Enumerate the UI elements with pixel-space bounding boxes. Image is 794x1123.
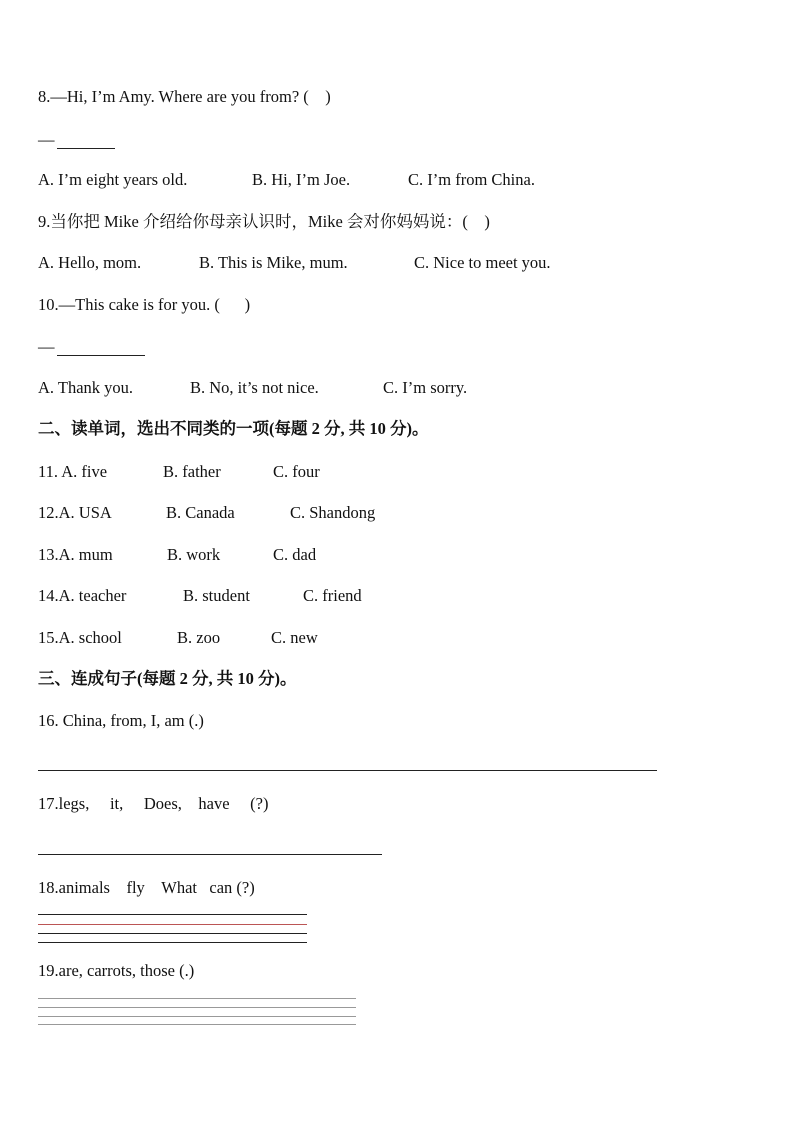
q18-prompt: 18.animals fly What can (?): [38, 878, 255, 897]
q11-option-c: C. four: [273, 462, 320, 481]
q10-option-c: C. I’m sorry.: [383, 378, 468, 397]
q19-prompt: 19.are, carrots, those (.): [38, 961, 195, 980]
section2-heading: 二、读单词，选出不同类的一项(每题 2 分, 共 10 分)。: [38, 419, 429, 438]
q18-writing-line-3: [38, 933, 307, 934]
q10-answer-line[interactable]: [57, 355, 145, 356]
q19-writing-line-1: [38, 998, 356, 999]
q9-option-c: C. Nice to meet you.: [414, 253, 551, 272]
q13-option-c: C. dad: [273, 545, 317, 564]
q17-answer-line[interactable]: [38, 854, 382, 855]
q16-answer-line[interactable]: [38, 770, 657, 771]
q8-option-c: C. I’m from China.: [408, 170, 535, 189]
q11-option-a: 11. A. five: [38, 462, 108, 481]
q8-option-b: B. Hi, I’m Joe.: [252, 170, 351, 189]
section3-heading: 三、连成句子(每题 2 分, 共 10 分)。: [38, 669, 297, 688]
q12-option-c: C. Shandong: [290, 503, 376, 522]
q11-option-b: B. father: [163, 462, 221, 481]
q15-option-b: B. zoo: [177, 628, 221, 647]
q18-writing-line-1: [38, 914, 307, 915]
q18-writing-line-4: [38, 942, 307, 943]
q16-prompt: 16. China, from, I, am (.): [38, 711, 204, 730]
q10-option-b: B. No, it’s not nice.: [190, 378, 319, 397]
q13-option-a: 13.A. mum: [38, 545, 113, 564]
q18-writing-line-2: [38, 924, 307, 925]
q8-option-a: A. I’m eight years old.: [38, 170, 188, 189]
q19-writing-line-4: [38, 1024, 356, 1025]
q19-writing-line-3: [38, 1016, 356, 1017]
q8-stem: 8.—Hi, I’m Amy. Where are you from? ( ): [38, 87, 331, 106]
q14-option-a: 14.A. teacher: [38, 586, 127, 605]
q9-stem: 9.当你把 Mike 介绍给你母亲认识时，Mike 会对你妈妈说：( ): [38, 212, 490, 231]
q8-answer-line[interactable]: [57, 148, 115, 149]
q9-option-a: A. Hello, mom.: [38, 253, 142, 272]
q12-option-b: B. Canada: [166, 503, 235, 522]
q13-option-b: B. work: [167, 545, 221, 564]
q14-option-b: B. student: [183, 586, 250, 605]
q10-answer-dash: —: [38, 337, 55, 356]
q15-option-a: 15.A. school: [38, 628, 122, 647]
q9-option-b: B. This is Mike, mum.: [199, 253, 348, 272]
q14-option-c: C. friend: [303, 586, 362, 605]
q15-option-c: C. new: [271, 628, 318, 647]
q8-answer-dash: —: [38, 130, 55, 149]
q17-prompt: 17.legs, it, Does, have (?): [38, 794, 269, 813]
q19-writing-line-2: [38, 1007, 356, 1008]
q12-option-a: 12.A. USA: [38, 503, 112, 522]
q10-option-a: A. Thank you.: [38, 378, 134, 397]
q10-stem: 10.—This cake is for you. ( ): [38, 295, 251, 314]
